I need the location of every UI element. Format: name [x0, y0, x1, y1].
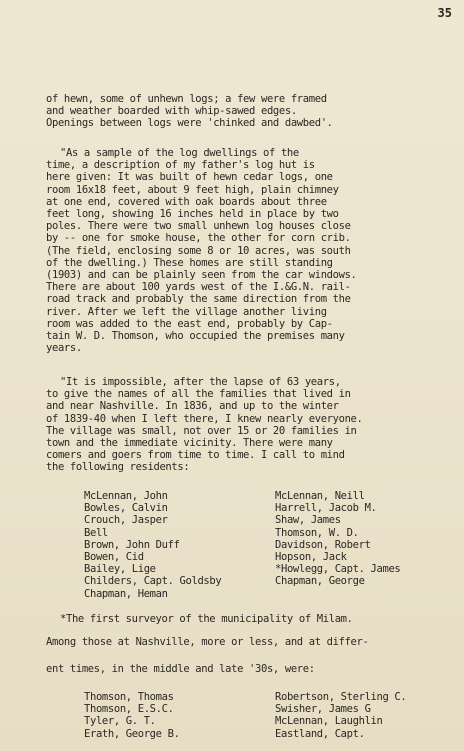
paragraph-line: road track and probably the same direction from the	[46, 293, 351, 306]
paragraph-line: "It is impossible, after the lapse of 63 years,	[60, 376, 341, 388]
paragraph-line: of the dwelling.) These homes are still standing	[46, 256, 333, 269]
paragraph-line: The village was small, not over 15 or 20 families in	[46, 424, 357, 437]
resident-name-left: Bell	[84, 526, 108, 539]
paragraph-line: comers and goers from time to time. I call to mind	[46, 449, 345, 462]
other-name-left: Erath, George B.	[84, 727, 180, 740]
paragraph-line: tain W. D. Thomson, who occupied the premises many	[46, 330, 345, 342]
paragraph-line: the following residents:	[46, 461, 190, 474]
resident-name-left: Bowles, Calvin	[84, 502, 168, 515]
resident-name-left: Childers, Capt. Goldsby	[84, 575, 222, 588]
paragraph-line: Openings between logs were 'chinked and dawbed'.	[46, 117, 333, 130]
resident-name-left: McLennan, John	[84, 490, 168, 502]
resident-name-right: McLennan, Neill	[275, 490, 365, 502]
paragraph-line: Among those at Nashville, more or less, and at differ-	[46, 636, 369, 648]
paragraph-line: ent times, in the middle and late '30s, were:	[46, 663, 315, 675]
paragraph-line: feet long, showing 16 inches held in place by two	[46, 208, 339, 220]
resident-name-right: Shaw, James	[275, 514, 341, 527]
paragraph-line: of hewn, some of unhewn logs; a few were framed	[46, 93, 327, 105]
paragraph-line: room 16x18 feet, about 9 feet high, plain chimney	[46, 183, 339, 196]
resident-name-left: Bowen, Cid	[84, 551, 144, 563]
other-name-right: Robertson, Sterling C.	[275, 691, 407, 703]
resident-name-right: Davidson, Robert	[275, 538, 371, 551]
resident-name-right: Harrell, Jacob M.	[275, 502, 377, 515]
paragraph-line: of 1839-40 when I left there, I knew nearly everyone.	[46, 412, 363, 425]
paragraph-line: by -- one for smoke house, the other for corn crib.	[46, 232, 351, 245]
resident-name-right: Hopson, Jack	[275, 551, 347, 563]
other-name-left: Thomson, E.S.C.	[84, 703, 174, 716]
resident-name-right: Chapman, George	[275, 575, 365, 588]
other-name-left: Thomson, Thomas	[84, 691, 174, 703]
paragraph-line: time, a description of my father's log hut is	[46, 159, 315, 172]
other-name-right: McLennan, Laughlin	[275, 715, 383, 728]
paragraph-line: river. After we left the village another living	[46, 305, 327, 318]
paragraph-line: here given: It was built of hewn cedar logs, one	[46, 171, 333, 184]
resident-name-right: Thomson, W. D.	[275, 526, 359, 539]
paragraph-line: years.	[46, 342, 82, 355]
paragraph-line: and weather boarded with whip-sawed edges.	[46, 105, 297, 118]
paragraph-line: poles. There were two small unhewn log houses close	[46, 220, 351, 233]
other-name-left: Tyler, G. T.	[84, 715, 156, 728]
paragraph-line: and near Nashville. In 1836, and up to the winter	[46, 400, 339, 413]
resident-name-right: *Howlegg, Capt. James	[275, 563, 401, 576]
paragraph-line: room was added to the east end, probably by Cap-	[46, 317, 333, 330]
other-name-right: Eastland, Capt.	[275, 727, 365, 740]
paragraph-line: (1903) and can be plainly seen from the car windows.	[46, 269, 357, 281]
other-name-right: Swisher, James G	[275, 703, 371, 716]
resident-name-left: Chapman, Heman	[84, 587, 168, 600]
paragraph-line: "As a sample of the log dwellings of the	[60, 147, 299, 159]
page-number: 35	[437, 6, 452, 20]
paragraph-line: town and the immediate vicinity. There were many	[46, 437, 333, 449]
paragraph-line: (The field, enclosing some 8 or 10 acres, was south	[46, 244, 351, 257]
paragraph-line: to give the names of all the families that lived in	[46, 388, 351, 401]
paragraph-line: at one end, covered with oak boards about three	[46, 195, 327, 208]
footnote: *The first surveyor of the municipality of Milam.	[60, 613, 353, 625]
resident-name-left: Bailey, Lige	[84, 563, 156, 576]
paragraph-line: There are about 100 yards west of the I.&G.N. rail-	[46, 281, 351, 294]
resident-name-left: Brown, John Duff	[84, 538, 180, 551]
resident-name-left: Crouch, Jasper	[84, 514, 168, 527]
